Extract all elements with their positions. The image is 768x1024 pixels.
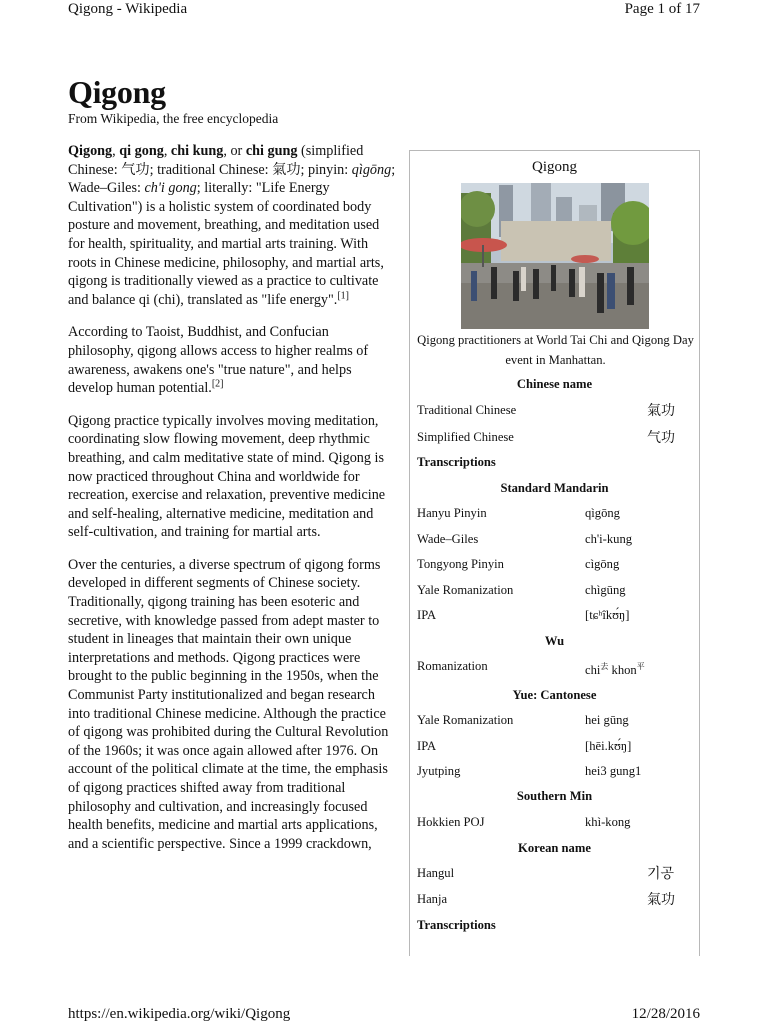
infobox-photo[interactable]	[461, 183, 649, 329]
row-label-wu-romanization[interactable]: Romanization	[417, 659, 488, 673]
row-label-hanja[interactable]: Hanja	[417, 892, 448, 906]
row-label-tongyong-pinyin[interactable]: Tongyong Pinyin	[417, 557, 504, 571]
row-value-ipa: [tɕʰîkʊ́ŋ]	[585, 608, 630, 622]
print-footer-url[interactable]: https://en.wikipedia.org/wiki/Qigong	[68, 1006, 291, 1022]
term-qigong: Qigong	[68, 143, 113, 159]
infobox-title: Qigong	[532, 159, 577, 175]
row-value-hanyu-pinyin: qìgōng	[585, 506, 620, 520]
page-title: Qigong	[68, 74, 166, 110]
infobox-caption: Qigong practitioners at World Tai Chi and Qigong Day event in Manhattan.	[417, 333, 694, 367]
section-southern-min[interactable]: Southern Min	[516, 789, 593, 803]
row-value-traditional-chinese: 氣功	[647, 403, 675, 419]
text-segment: (simplified Chinese:	[68, 143, 364, 178]
text-segment: ,	[112, 143, 120, 159]
text-segment: chi	[585, 663, 601, 678]
pinyin-text: qìgōng	[351, 161, 392, 178]
section-korean-name: Korean name	[518, 841, 591, 855]
simplified-chinese-link[interactable]: 气功	[121, 161, 150, 178]
intro-paragraph	[68, 142, 396, 309]
row-label-ipa[interactable]: IPA	[417, 608, 437, 622]
row-label-yue-yale[interactable]: Yale Romanization	[417, 713, 514, 727]
row-label-simplified-chinese[interactable]: Simplified Chinese	[417, 430, 514, 444]
section-transcriptions-korean: Transcriptions	[417, 918, 496, 932]
text-segment: ; literally: "Life Energy Cultivation") is a holistic system of coordinated body posture and movement, breathing, and meditation used for health, spirituality, and martial arts training. With roots in Chinese medicine, philosophy, and martial arts, qigong is traditionally viewed as a practice to cultivate and balance qi (chi), translated as "life energy".	[68, 180, 384, 308]
section-yue-cantonese[interactable]: Yue: Cantonese	[512, 688, 597, 702]
row-value-jyutping: hei3 gung1	[585, 764, 642, 778]
tone-mark: 去	[600, 662, 609, 671]
row-label-traditional-chinese[interactable]: Traditional Chinese	[417, 403, 517, 417]
row-value-yale-romanization: chìgūng	[585, 583, 626, 597]
text-segment: ; pinyin:	[300, 161, 352, 178]
row-value-tongyong-pinyin: cìgōng	[585, 557, 620, 571]
row-value-hanja: 氣功	[647, 892, 675, 908]
text-segment: ; Wade–Giles:	[68, 161, 396, 197]
text-segment: khon	[608, 663, 637, 678]
row-label-wade-giles[interactable]: Wade–Giles	[417, 532, 479, 546]
practice-paragraph: Qigong practice typically involves moving meditation, coordinating slow flowing movement, deep rhythmic breathing, and calm meditative state of mind. Qigong is now practiced throughout China and worldwide for recreation, exercise and relaxation, preventive medicine and self-healing, alternative medicine, meditation and self-cultivation, and training for martial arts.	[68, 412, 386, 541]
text-segment: ,	[163, 143, 171, 159]
history-paragraph: Over the centuries, a diverse spectrum of qigong forms developed in different segments of Chinese society. Traditionally, qigong training has been esoteric and secretive, with knowledge passed from adept master to student in lineages that maintain their own unique interpretations and methods. Qigong practices were brought to the public beginning in the 1950s, when the Communist Party institutionalized and began research into traditional Chinese medicine. Although the practice of qigong was prohibited during the Cultural Revolution of the 1960s; it was once again allowed after 1976. On account of the political climate at the time, the emphasis of qigong practices shifted away from traditional philosophy and cultivation, and increasingly focused health benefits, medicine and martial arts applications, and a scientific perspective. Since a 1999 crackdown,	[68, 556, 389, 852]
row-label-hanyu-pinyin[interactable]: Hanyu Pinyin	[417, 506, 487, 520]
reference-link-2[interactable]: [2]	[211, 378, 224, 390]
section-chinese-name: Chinese name	[516, 377, 593, 391]
row-value-hangul: 기공	[647, 866, 675, 882]
row-label-yue-ipa[interactable]: IPA	[417, 739, 437, 753]
section-standard-mandarin[interactable]: Standard Mandarin	[500, 481, 609, 495]
photo-illustration	[461, 183, 649, 329]
text-segment: ; traditional Chinese:	[149, 161, 273, 178]
article-body	[68, 142, 396, 867]
row-label-yale-romanization[interactable]: Yale Romanization	[417, 583, 514, 597]
term-chi-gung: chi gung	[245, 143, 298, 159]
infobox	[409, 150, 700, 956]
row-value-wu-romanization	[585, 661, 645, 678]
page-subtitle: From Wikipedia, the free encyclopedia	[68, 111, 279, 126]
print-header-page-number: Page 1 of 17	[624, 1, 700, 17]
philosophy-paragraph	[68, 323, 396, 397]
print-header-title: Qigong - Wikipedia	[68, 1, 188, 17]
term-qi-gong: qi gong	[119, 143, 164, 159]
row-label-hangul[interactable]: Hangul	[417, 866, 455, 880]
row-value-simplified-chinese: 气功	[647, 430, 675, 446]
row-value-yue-ipa: [hēi.kʊ́ŋ]	[585, 739, 632, 753]
row-label-jyutping[interactable]: Jyutping	[417, 764, 461, 778]
text-segment: According to Taoist, Buddhist, and Confucian philosophy, qigong allows access to higher realms of awareness, awakens one's "true nature", and helps develop human potential.	[68, 324, 369, 397]
reference-link-1[interactable]: [1]	[337, 290, 350, 302]
print-footer-date: 12/28/2016	[631, 1006, 700, 1022]
section-transcriptions: Transcriptions	[417, 455, 496, 469]
row-value-hokkien-poj: khì-kong	[585, 815, 631, 829]
row-value-yue-yale: hei gūng	[585, 713, 629, 727]
text-segment: , or	[223, 143, 246, 159]
tone-mark: 平	[636, 662, 645, 671]
row-value-wade-giles: ch'i-kung	[585, 532, 633, 546]
term-chi-kung: chi kung	[170, 143, 224, 159]
row-label-hokkien-poj[interactable]: Hokkien POJ	[417, 815, 485, 829]
wade-giles-text: ch'i gong	[144, 180, 197, 197]
section-wu[interactable]: Wu	[544, 634, 565, 648]
traditional-chinese-link[interactable]: 氣功	[272, 161, 301, 178]
